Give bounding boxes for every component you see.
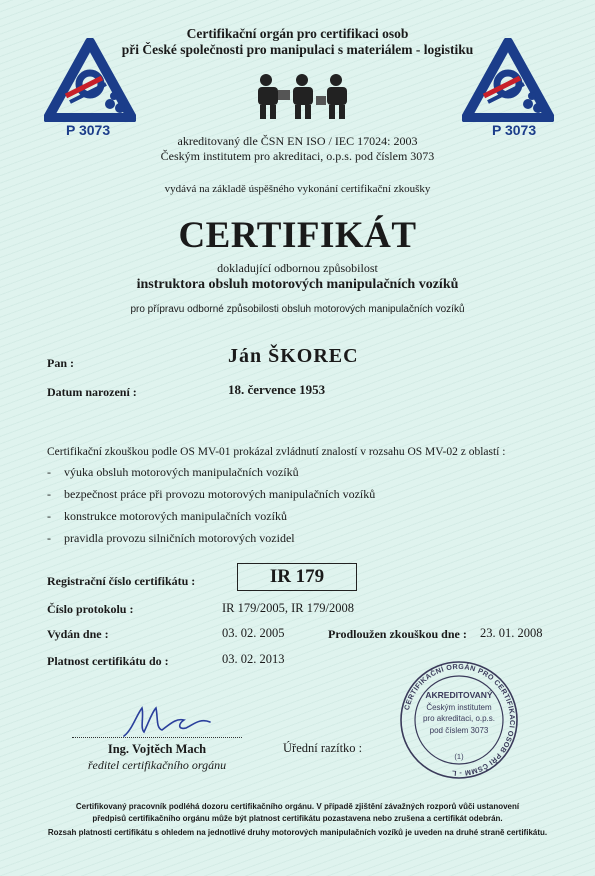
bullet-mark: - [47,531,51,545]
stamp-ring-text: CERTIFIKAČNÍ ORGÁN PRO CERTIFIKACI OSOB PŘI ČSMM - L [402,661,518,779]
issued-note: vydává na základě úspěšného vykonání certifikační zkoušky [164,183,431,195]
bullet-mark: - [47,487,51,501]
birth-date-label: Datum narození : [47,385,137,399]
protocol-value: IR 179/2005, IR 179/2008 [222,601,354,615]
footer-line-3: Rozsah platnosti certifikátu s ohledem na jednotlivé druhy motorových manipulačních vozíků je uveden na druhé straně certifikátu. [47,828,548,837]
exam-text: Certifikační zkouškou podle OS MV-01 prokázal zvládnutí znalostí v rozsahu OS MV-02 z oblastí : [47,446,506,458]
official-stamp [397,658,521,782]
certification-logo-right [462,38,554,138]
stamp-number: (1) [454,752,464,761]
issued-label: Vydán dne : [47,627,109,641]
stamp-line-3: pod číslem 3073 [429,726,489,735]
accreditation-line-2: Českým institutem pro akreditaci, o.p.s. pod číslem 3073 [160,149,435,163]
stamp-label: Úřední razítko : [283,741,363,755]
topic-item [47,531,467,547]
protocol-label: Číslo protokolu : [47,602,134,616]
topic-text: pravidla provozu silničních motorových vozidel [64,531,295,545]
extended-value: 23. 01. 2008 [480,626,543,640]
header-line-1: Certifikační orgán pro certifikaci osob [186,26,409,41]
signature-image [118,702,218,742]
accreditation-line-1: akreditovaný dle ČSN EN ISO / IEC 17024: 2003 [177,134,418,148]
logo-code-right: P 3073 [492,122,537,138]
footer-line-2: předpisů certifikačního orgánu může být platnost certifikátu pozastavena nebo zrušena a certifikát odebrán. [92,814,503,823]
issued-value: 03. 02. 2005 [222,626,285,640]
stamp-heading: AKREDITOVANÝ [425,690,493,700]
signatory-role: ředitel certifikačního orgánu [87,758,227,772]
bullet-mark: - [47,509,51,523]
registration-number-box: IR 179 [237,563,357,591]
holder-name: Ján ŠKOREC [228,345,359,367]
subtitle-line-3: pro přípravu odborné způsobilosti obsluh motorových manipulačních vozíků [130,304,465,315]
registration-label: Registrační číslo certifikátu : [47,574,196,588]
topic-item [47,509,467,525]
extended-label: Prodloužen zkouškou dne : [328,627,467,641]
topic-item [47,465,467,481]
signatory-name: Ing. Vojtěch Mach [107,742,207,756]
validity-value: 03. 02. 2013 [222,652,285,666]
certification-logo-icon [462,38,554,122]
certificate-title: CERTIFIKÁT [178,215,417,256]
topic-item [47,487,467,503]
validity-label: Platnost certifikátu do : [47,654,169,668]
topic-text: bezpečnost práce při provozu motorových manipulačních vozíků [64,487,376,501]
certification-logo-left [44,38,136,138]
topic-text: konstrukce motorových manipulačních vozíků [64,509,287,523]
workers-illustration-icon [250,70,354,122]
certification-logo-icon [44,38,136,122]
signature-line [72,737,242,738]
subtitle-line-1: dokladující odbornou způsobilost [217,261,378,275]
birth-date-value: 18. července 1953 [228,382,326,397]
bullet-mark: - [47,465,51,479]
logo-code-left: P 3073 [66,122,111,138]
header-line-2: při České společnosti pro manipulaci s materiálem - logistiku [121,42,474,57]
footer-line-1: Certifikovaný pracovník podléhá dozoru certifikačního orgánu. V případě zjištění závažných rozporů vůči ustanovení [75,802,520,811]
stamp-line-1: Českým institutem [426,703,492,712]
topic-text: výuka obsluh motorových manipulačních vozíků [64,465,299,479]
name-label: Pan : [47,356,74,370]
stamp-line-2: pro akreditaci, o.p.s. [422,714,496,723]
subtitle-line-2: instruktora obsluh motorových manipulačních vozíků [136,277,459,292]
